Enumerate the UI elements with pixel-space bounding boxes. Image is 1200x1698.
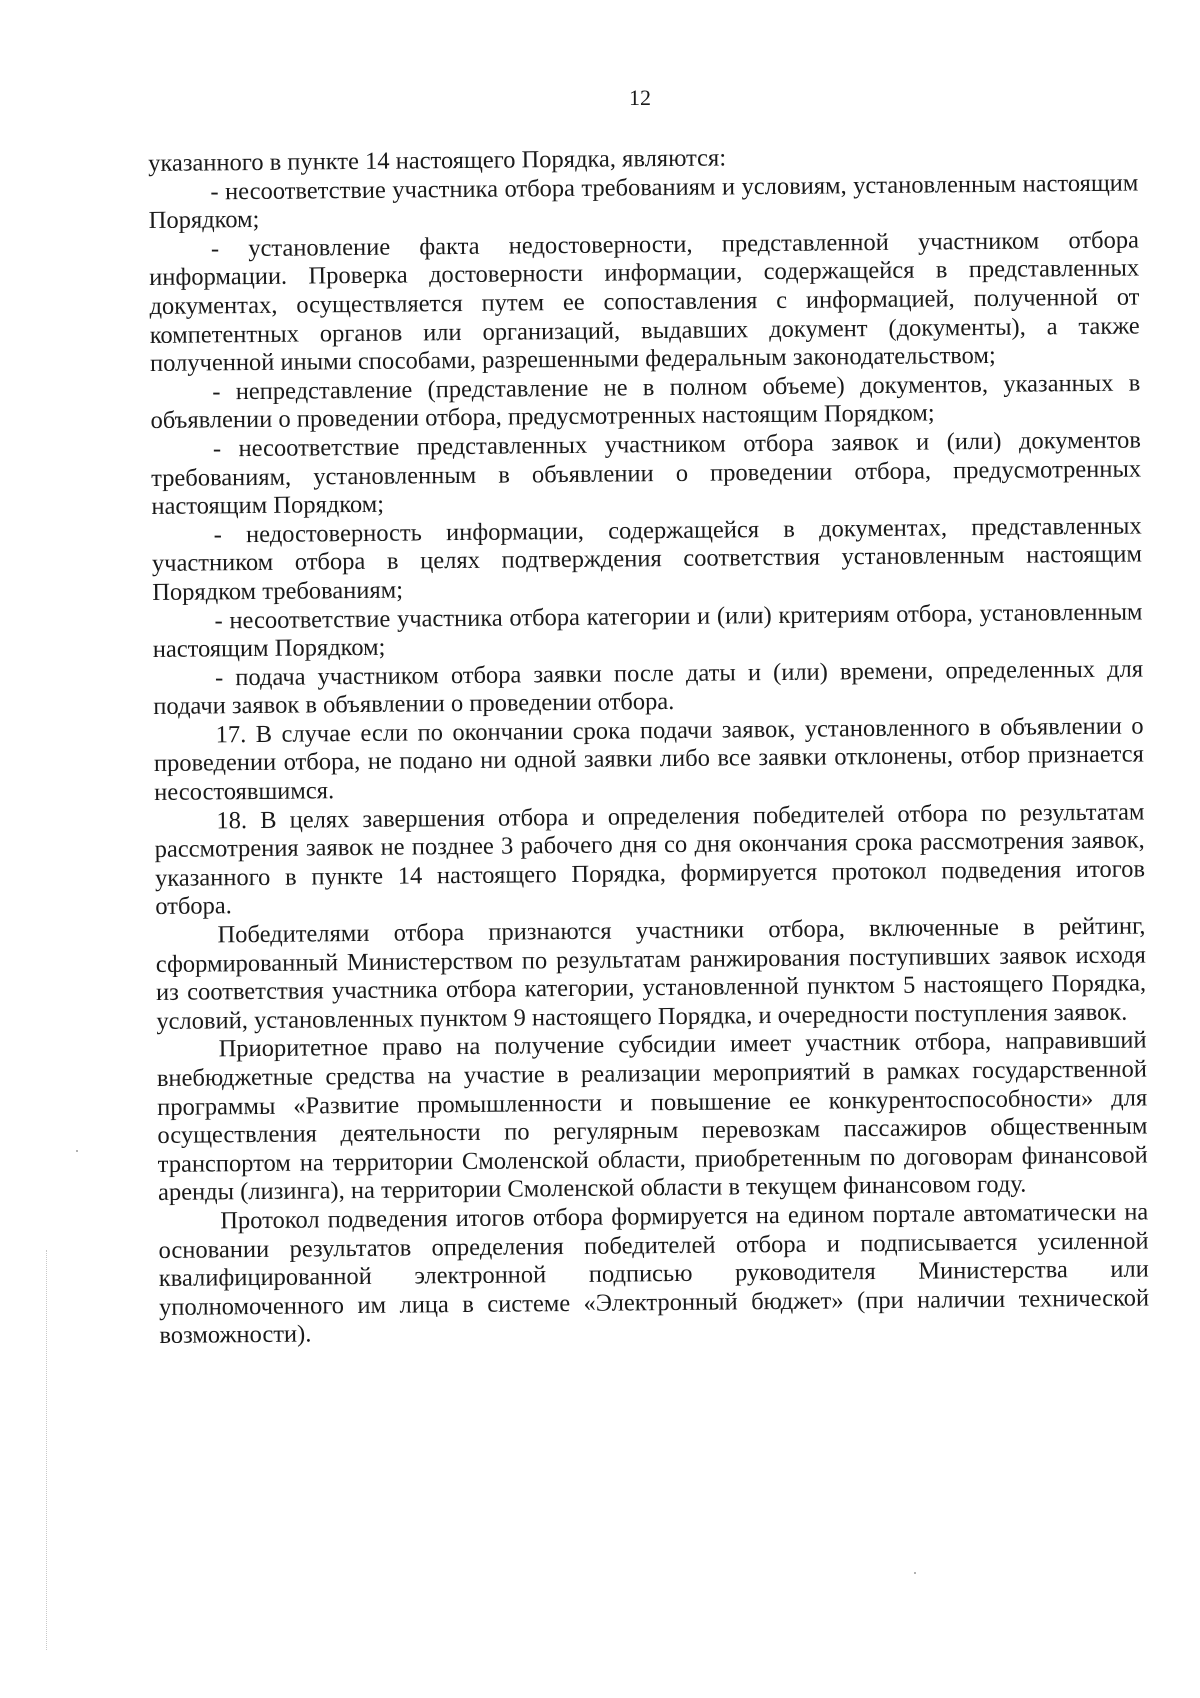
paragraph-list-item: - подача участником отбора заявки после даты и (или) времени, определенных для подачи заявок в объявлении о проведении отбора. xyxy=(153,655,1144,721)
scan-margin-rule xyxy=(46,1250,47,1650)
paragraph-winners: Победителями отбора признаются участники отбора, включенные в рейтинг, сформированный Министерством по результатам ранжирования поступивших заявок исходя из соответствия участника отбора категории, установленной пунктом 5 настоящего Порядка, условий, установленных пунктом 9 настоящего Порядка, и очередности поступления заявок. xyxy=(155,912,1147,1035)
paragraph-list-item: - установление факта недостоверности, представленной участником отбора информации. Проверка достоверности информации, содержащейся в представленных документах, осуществляется путем ее сопоставления с информацией, полученной от компетентных органов или организаций, выдавших документ (документы), а также полученной иными способами, разрешенными федеральным законодательством; xyxy=(149,226,1140,378)
paragraph-protocol: Протокол подведения итогов отбора формируется на едином портале автоматически на основании результатов определения победителей отбора и подписывается усиленной квалифицированной электронной подписью руководителя Министерства или уполномоченного им лица в системе «Электронный бюджет» (при наличии технической возможности). xyxy=(158,1198,1150,1350)
paragraph-priority-right: Приоритетное право на получение субсидии имеет участник отбора, направивший внебюджетные средства на участие в реализации мероприятий в рамках государственной программы «Развитие промышленности и повышение ее конкурентоспособности» для осуществления деятельности по регулярным перевозкам пассажиров общественным транспортом на территории Смоленской области, приобретенным по договорам финансовой аренды (лизинга), на территории Смоленской области в текущем финансовом году. xyxy=(156,1026,1148,1207)
scan-speck xyxy=(914,1572,916,1574)
document-body xyxy=(148,140,1149,1350)
page-number: 12 xyxy=(629,85,651,110)
paragraph-list-item: - непредставление (представление не в полном объеме) документов, указанных в объявлении о проведении отбора, предусмотренных настоящим Порядком; xyxy=(150,369,1141,435)
scan-speck xyxy=(76,1150,78,1152)
paragraph-clause-17: 17. В случае если по окончании срока подачи заявок, установленного в объявлении о проведении отбора, не подано ни одной заявки либо все заявки отклонены, отбор признается несостоявшимся. xyxy=(153,712,1144,807)
paragraph-list-item: - несоответствие участника отбора категории и (или) критериям отбора, установленным настоящим Порядком; xyxy=(152,597,1143,664)
paragraph-intro: указанного в пункте 14 настоящего Порядка, являются: xyxy=(148,144,727,177)
paragraph-list-item: - недостоверность информации, содержащейся в документах, представленных участником отбора в целях подтверждения соответствия установленным настоящим Порядком требованиям; xyxy=(151,512,1143,606)
paragraph-list-item: - несоответствие представленных участником отбора заявок и (или) документов требованиям, установленным в объявлении о проведении отбора, предусмотренных настоящим Порядком; xyxy=(151,426,1142,521)
paragraph-clause-18: 18. В целях завершения отбора и определения победителей отбора по результатам рассмотрения заявок не позднее 3 рабочего дня со дня окончания срока рассмотрения заявок, указанного в пункте 14 настоящего Порядка, формируется протокол подведения итогов отбора. xyxy=(154,798,1146,921)
paragraph-list-item: - несоответствие участника отбора требованиям и условиям, установленным настоящим Порядком; xyxy=(148,169,1139,235)
